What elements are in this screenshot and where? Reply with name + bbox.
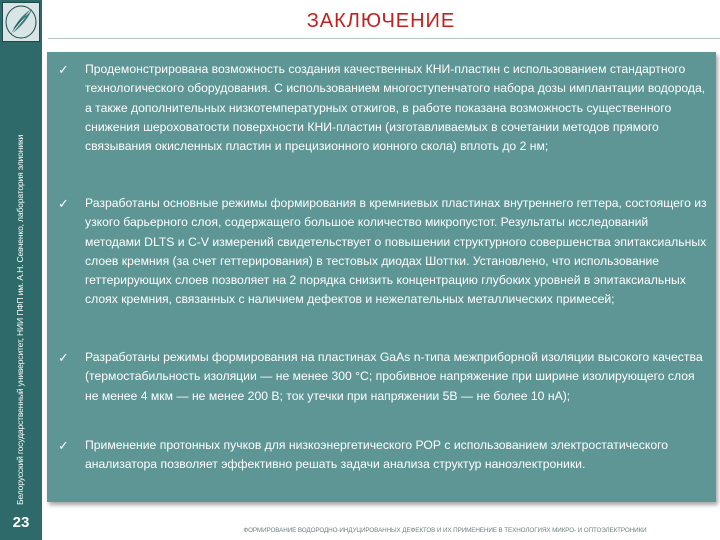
institution-label: Белорусский государственный университет, НИИ ПФП им. А.Н. Севченко, лаборатория элионики [15, 134, 25, 505]
list-item-text: Разработаны режимы формирования на пластинах GaAs n-типа межприборной изоляции высокого качества (термостабильность изоляции — не менее 300 °С; пробивное напряжение при ширине изолирующего слоя не менее 4 мкм — не менее 200 В; ток утечки при напряжении 5В — не более 10 нА); [85, 350, 703, 403]
content-panel [47, 52, 716, 502]
page-number: 23 [12, 514, 30, 531]
checkmark-icon: ✓ [58, 350, 69, 365]
checkmark-icon: ✓ [58, 438, 69, 453]
feather-quill-icon [2, 2, 40, 42]
page-title: ЗАКЛЮЧЕНИЕ [306, 10, 456, 32]
title-divider [48, 38, 720, 39]
checkmark-icon: ✓ [58, 62, 69, 77]
list-item-text: Продемонстрирована возможность создания качественных КНИ-пластин с использованием стандартного технологического оборудования. С использованием многоступенчатого набора дозы имплантации водорода, а также дополнительных низкотемпературных отжигов, в работе показана возможность существенного снижения шероховатости поверхности КНИ-пластин (изготавливаемых в сочетании методов прямого связывания окисленных пластин и прецизионного ионного скола) вплоть до 2 нм; [85, 62, 706, 154]
footer-caption: ФОРМИРОВАНИЕ ВОДОРОДНО-ИНДУЦИРОВАННЫХ ДЕФЕКТОВ И ИХ ПРИМЕНЕНИЕ В ТЕХНОЛОГИЯХ МИКРО- И ОПТОЭЛЕКТРОНИКИ [243, 527, 647, 534]
list-item-text: Разработаны основные режимы формирования в кремниевых пластинах внутреннего геттера, состоящего из узкого барьерного слоя, содержащего большое количество микропустот. Результаты исследований методами DLTS и C-V измерений свидетельствует о повышении структурного совершенства эпитаксиальных слоев кремния (за счет геттерирования) в тестовых диодах Шоттки. Установлено, что использование геттерирующих слоев позволяет на 2 порядка снизить концентрацию глубоких уровней в эпитаксиальных слоях кремния, связанных с наличием дефектов и нежелательных металлических примесей; [85, 196, 707, 307]
list-item-text: Применение протонных пучков для низкоэнергетического РОР с использованием электростатического анализатора позволяет эффективно решать задачи анализа структур наноэлектроники. [85, 438, 669, 472]
checkmark-icon: ✓ [58, 196, 69, 211]
sidebar [0, 0, 42, 540]
